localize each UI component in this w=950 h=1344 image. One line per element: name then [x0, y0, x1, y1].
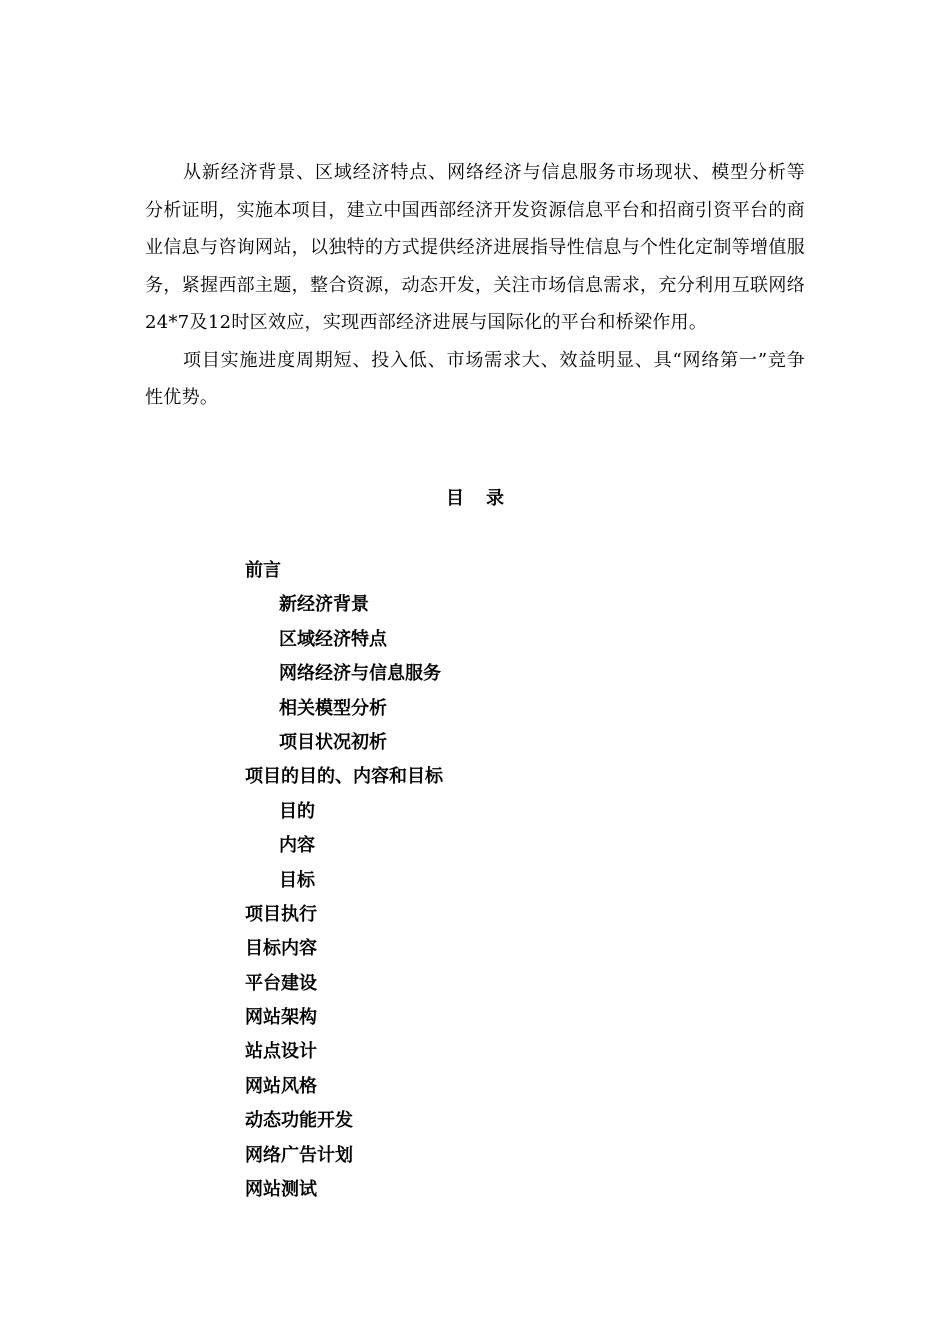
- toc-title: 目录: [446, 488, 526, 509]
- toc-entry: 站点设计: [245, 1041, 317, 1063]
- toc-entry: 网站测试: [245, 1179, 317, 1201]
- toc-entry: 项目执行: [245, 903, 317, 925]
- toc-subentry: 目的: [279, 800, 315, 822]
- toc-subentry: 相关模型分析: [279, 697, 387, 719]
- toc-subentry: 内容: [279, 835, 315, 857]
- toc-subentry: 目标: [279, 869, 315, 891]
- toc-subentry: 区域经济特点: [279, 628, 387, 650]
- toc-subentry: 新经济背景: [279, 594, 369, 616]
- table-of-contents: [245, 554, 443, 1207]
- toc-subentry: 项目状况初析: [279, 731, 387, 753]
- intro-paragraph-2: 项目实施进度周期短、投入低、市场需求大、效益明显、具“网络第一”竞争性优势。: [145, 349, 805, 408]
- toc-entry: 平台建设: [245, 972, 317, 994]
- toc-entry: 前言: [245, 560, 281, 581]
- toc-entry: 网站架构: [245, 1007, 317, 1029]
- intro-paragraph-1: 从新经济背景、区域经济特点、网络经济与信息服务市场现状、模型分析等分析证明，实施本项目，建立中国西部经济开发资源信息平台和招商引资平台的商业信息与咨询网站，以独特的方式提供经济进展指导性信息与个性化定制等增值服务，紧握西部主题，整合资源，动态开发，关注市场信息需求，充分利用互联网络24*7及12时区效应，实现西部经济进展与国际化的平台和桥梁作用。: [145, 162, 805, 333]
- toc-entry: 项目的目的、内容和目标: [245, 766, 443, 788]
- toc-entry: 目标内容: [245, 938, 317, 960]
- toc-entry: 动态功能开发: [245, 1110, 353, 1132]
- toc-subentry: 网络经济与信息服务: [279, 663, 441, 685]
- intro-section: [145, 154, 805, 417]
- toc-entry: 网络广告计划: [245, 1144, 353, 1166]
- toc-entry: 网站风格: [245, 1075, 317, 1097]
